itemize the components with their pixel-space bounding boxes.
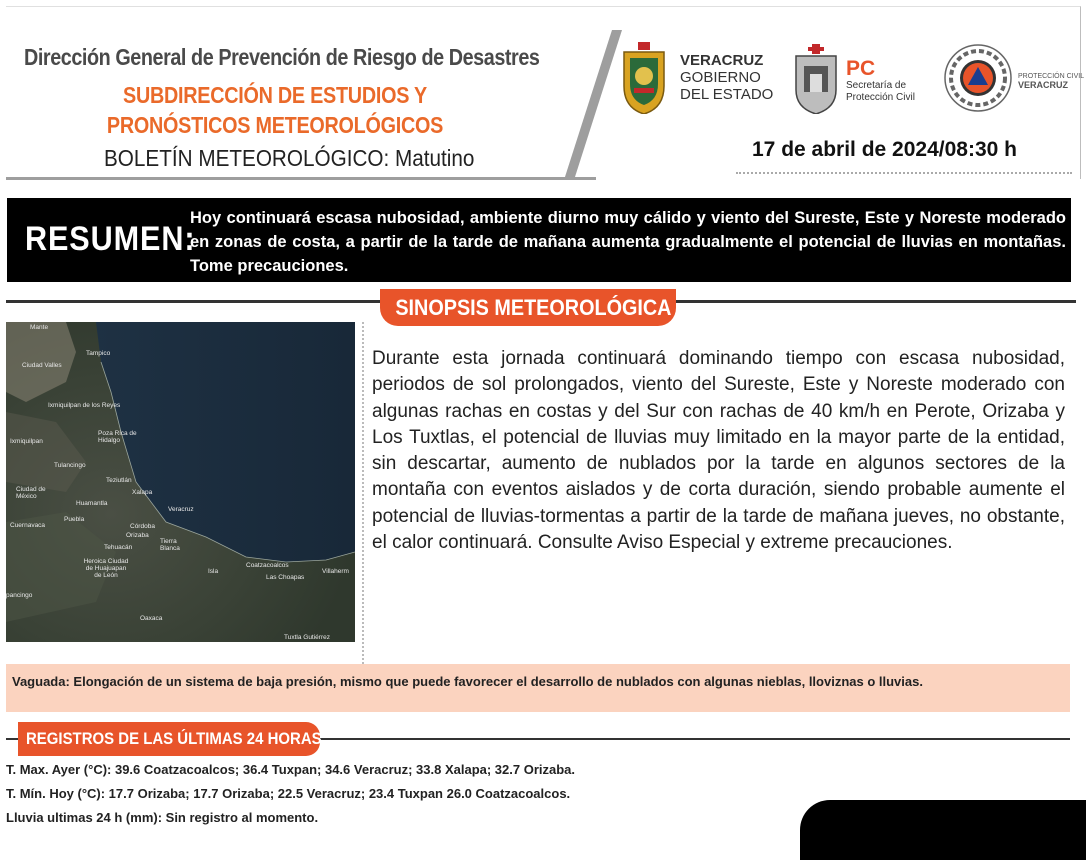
map-label-tampico: Tampico (86, 350, 111, 357)
footer-corner (800, 800, 1086, 860)
pc-veracruz-line1: PROTECCIÓN CIVIL (1018, 73, 1085, 80)
map-label-ciudad-valles: Ciudad Valles (22, 362, 62, 369)
pc-logo-abbr: PC (846, 57, 876, 80)
map-label-xalapa: Xalapa (132, 489, 153, 496)
pc-logo-text (846, 58, 915, 104)
proteccion-civil-icon (944, 44, 1012, 112)
map-label-coatzacoalcos: Coatzacoalcos (246, 562, 289, 569)
vaguada-text: Vaguada: Elongación de un sistema de baja presión, mismo que puede favorecer el desarrollo de nublados con algunas nieblas, lloviznas o lluvias. (12, 674, 923, 689)
map-label-apancingo: pancingo (6, 592, 33, 599)
satellite-image (6, 322, 355, 642)
map-label-hidalgo-reyes: Ixmiquilpan de los Reyes (48, 402, 121, 409)
map-label-ixmiquilpan: Ixmiquilpan (10, 438, 43, 445)
veracruz-logo-line3: DEL ESTADO (680, 86, 774, 103)
subdirection-title: SUBDIRECCIÓN DE ESTUDIOS Y PRONÓSTICOS METEOROLÓGICOS (106, 82, 444, 138)
pc-logo-line2: Protección Civil (846, 92, 915, 103)
map-label-teziutlan: Teziutlán (106, 477, 132, 484)
map-label-huamantla: Huamantla (76, 500, 108, 507)
sinopsis-separator (362, 322, 364, 664)
registros-header (18, 722, 320, 756)
resumen-box (7, 198, 1071, 282)
pc-logo-line1: Secretaría de (846, 80, 907, 91)
agency-title: Dirección General de Prevención de Riesgo de Desastres (24, 44, 540, 70)
map-label-puebla: Puebla (64, 516, 85, 523)
registro-tmax: T. Max. Ayer (°C): 39.6 Coatzacoalcos; 36.4 Tuxpan; 34.6 Veracruz; 33.8 Xalapa; 32.7 Orizaba. (6, 762, 576, 777)
bulletin-type: Matutino (394, 145, 475, 171)
resumen-text: Hoy continuará escasa nubosidad, ambiente diurno muy cálido y viento del Sureste, Este y Noreste moderado en zonas de costa, a partir de la tarde de mañana aumenta gradualmente el potencial de lluvias en montañas. Tome precauciones. (190, 209, 1066, 275)
bulletin-title (104, 145, 474, 172)
pc-veracruz-logo-text (1018, 72, 1084, 90)
map-label-mante: Mante (30, 324, 49, 331)
bulletin-label: BOLETÍN METEOROLÓGICO: (104, 145, 390, 171)
map-label-tulancingo: Tulancingo (54, 462, 86, 469)
header-divider (6, 177, 596, 180)
veracruz-logo-line1: VERACRUZ (680, 52, 764, 69)
map-label-villahermosa: Villaherm (322, 568, 349, 575)
resumen-label: RESUMEN: (25, 220, 196, 258)
pc-shield-icon (792, 44, 840, 114)
map-label-las-choapas: Las Choapas (266, 574, 305, 581)
map-label-isla: Isla (208, 568, 219, 575)
veracruz-logo-line2: GOBIERNO (680, 69, 761, 86)
registro-lluvia: Lluvia ultimas 24 h (mm): Sin registro al momento. (6, 810, 319, 825)
bulletin-date: 17 de abril de 2024/08:30 h (752, 138, 1017, 161)
date-underline (736, 172, 1072, 174)
map-label-poza-rica: Poza Rica de Hidalgo (98, 430, 137, 444)
map-label-tierra-blanca: Tierra Blanca (160, 538, 180, 552)
map-label-cdmx: Ciudad de México (16, 486, 46, 500)
map-label-orizaba: Orizaba (126, 532, 149, 539)
sinopsis-title: SINOPSIS METEOROLÓGICA (395, 295, 672, 320)
registros-title: REGISTROS DE LAS ÚLTIMAS 24 HORAS (26, 729, 322, 748)
map-label-tehuacan: Tehuacán (104, 544, 133, 551)
map-label-cordoba: Córdoba (130, 523, 155, 530)
registro-tmin: T. Mín. Hoy (°C): 17.7 Orizaba; 17.7 Orizaba; 22.5 Veracruz; 23.4 Tuxpan 26.0 Coatzacoalcos. (6, 786, 571, 801)
map-label-tuxtla: Tuxtla Gutiérrez (284, 634, 330, 641)
sinopsis-header (380, 289, 676, 326)
map-label-cuernavaca: Cuernavaca (10, 522, 46, 529)
veracruz-logo-text (680, 52, 773, 103)
sinopsis-text: Durante esta jornada continuará dominando tiempo con escasa nubosidad, periodos de sol prolongados, viento del Sureste, Este y Noreste moderado con algunas rachas en costas y del Sur con rachas de 40 km/h en Perote, Orizaba y Los Tuxtlas, el potencial de lluvias muy limitado en la mayor parte de la entidad, sin descartar, aumento de nublados por la tarde en algunos sectores de la montaña con eventos aislados y de corta duración, siendo probable aumente el potencial de lluvias-tormentas a partir de la tarde de mañana jueves, no obstante, el calor continuará. Consulte Aviso Especial y extreme precauciones. (372, 348, 1065, 554)
map-label-heroica: Heroica Ciudad de Huajuapan de León (83, 558, 129, 579)
veracruz-shield-icon (618, 42, 670, 114)
satellite-map (6, 322, 355, 642)
map-label-oaxaca: Oaxaca (140, 615, 163, 622)
map-label-veracruz: Veracruz (168, 506, 194, 513)
pc-veracruz-line2: VERACRUZ (1018, 80, 1069, 90)
vaguada-box (6, 664, 1070, 712)
